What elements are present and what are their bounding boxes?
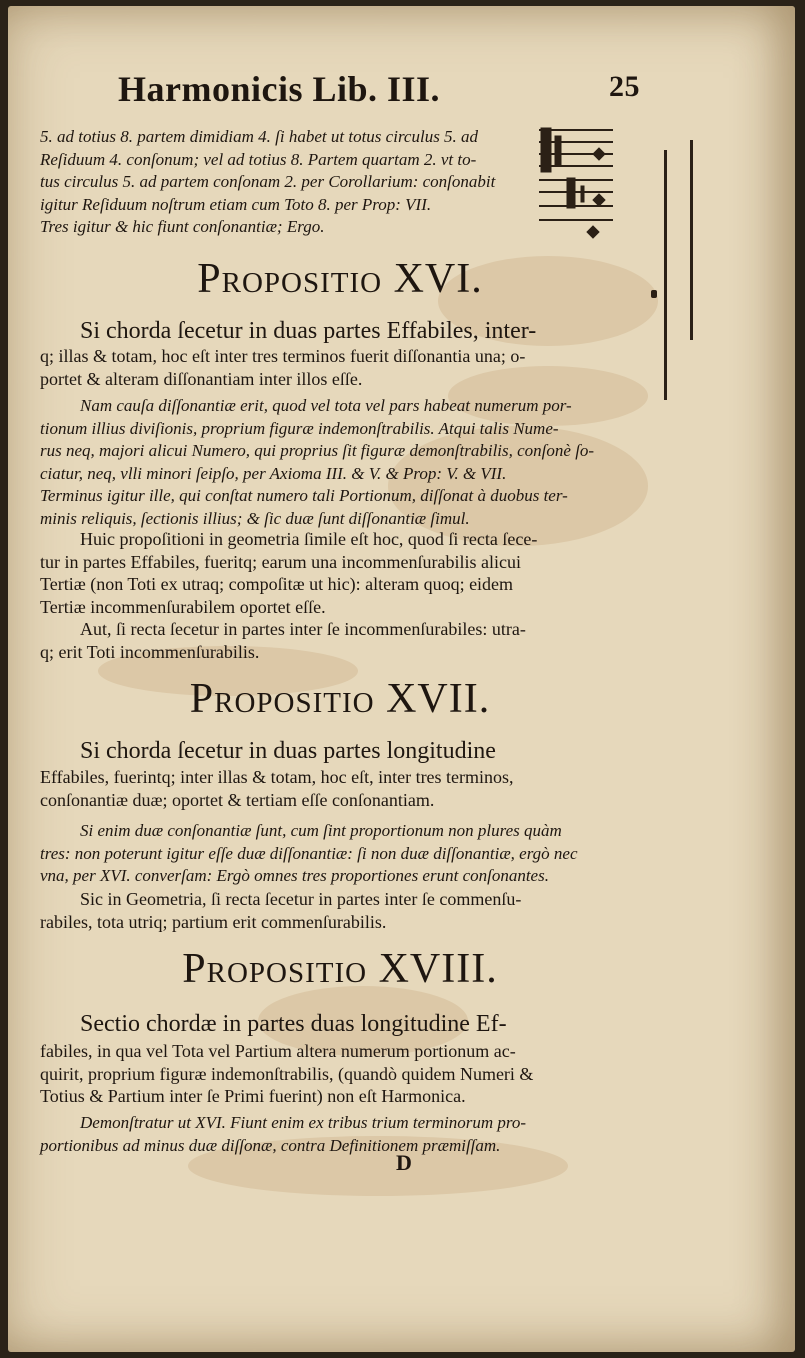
proof-paragraph bbox=[40, 1112, 640, 1157]
text-line: Reſiduum 4. conſonum; vel ad totius 8. Partem quartam 2. vt to- bbox=[40, 149, 477, 169]
text-line: Aut, ſi recta ſecetur in partes inter ſe incommenſurabiles: utra- bbox=[80, 619, 526, 639]
text-line: tur in partes Effabiles, fueritq; earum una incommenſurabilis alicui bbox=[40, 551, 522, 572]
text-line: Sectio chordæ in partes duas longitudine Ef- bbox=[80, 1011, 507, 1037]
text-line: Tertiæ (non Toti ex utraq; compoſitæ ut hic): alteram quoq; eidem bbox=[40, 574, 514, 594]
proposition-statement bbox=[40, 740, 640, 763]
margin-rule bbox=[664, 150, 667, 400]
text-line: tus circulus 5. ad partem conſonam 2. per Corollarium: conſonabit bbox=[40, 172, 496, 191]
text-line: rabiles, tota utriq; partium erit commenſurabilis. bbox=[40, 911, 387, 932]
proposition-heading: Propositio XVII. bbox=[189, 676, 491, 722]
text-line: portionibus ad minus duæ diſſonæ, contra Definitionem præmiſſam. bbox=[40, 1135, 501, 1155]
text-line: Totius & Partium inter ſe Primi fuerint) non eſt Harmonica. bbox=[40, 1086, 466, 1106]
running-title: Harmonicis Lib. III. bbox=[118, 69, 441, 109]
text-line: tres: non poterunt igitur eſſe duæ diſſonantiæ: ſi non duæ diſſonantiæ, ergò nec bbox=[40, 843, 578, 863]
text-line: Si chorda ſecetur in duas partes longitudine bbox=[80, 738, 496, 764]
text-line: quirit, proprium figuræ indemonſtrabilis, (quandò quidem Numeri & bbox=[40, 1063, 534, 1084]
text-line: tionum illius diviſionis, proprium figuræ indemonſtrabilis. Atqui talis Nume- bbox=[40, 418, 559, 438]
text-line: 5. ad totius 8. partem dimidiam 4. ſi habet ut totus circulus 5. ad bbox=[40, 127, 479, 146]
text-line: Demonſtratur ut XVI. Fiunt enim ex tribus trium terminorum pro- bbox=[80, 1113, 527, 1132]
text-line: ciatur, neq, vlli minori ſeipſo, per Axioma III. & V. & Prop: V. & VII. bbox=[40, 463, 507, 483]
text-line: Effabiles, fuerintq; inter illas & totam, hoc eſt, inter tres terminos, bbox=[40, 767, 514, 787]
page-number: 25 bbox=[609, 70, 640, 103]
text-line: q; illas & totam, hoc eſt inter tres terminos fuerit diſſonantia una; o- bbox=[40, 346, 526, 366]
text-line: conſonantiæ duæ; oportet & tertiam eſſe conſonantiam. bbox=[40, 789, 435, 810]
text-line: Sic in Geometria, ſi recta ſecetur in partes inter ſe commenſu- bbox=[80, 889, 522, 909]
text-line: portet & alteram diſſonantiam inter illos eſſe. bbox=[40, 368, 363, 389]
text-line: fabiles, in qua vel Tota vel Partium altera numerum portionum ac- bbox=[40, 1041, 516, 1061]
margin-rule bbox=[690, 140, 693, 340]
text-line: q; erit Toti incommenſurabilis. bbox=[40, 641, 260, 662]
text-line: Terminus igitur ille, qui conſtat numero tali Portionum, diſſonat à duobus ter- bbox=[40, 486, 568, 505]
intro-paragraph bbox=[40, 126, 640, 239]
text-line: Si chorda ſecetur in duas partes Effabiles, inter- bbox=[80, 318, 537, 344]
text-line: igitur Reſiduum noſtrum etiam cum Toto 8. per Prop: VII. bbox=[40, 194, 432, 214]
geometry-analogy bbox=[40, 528, 640, 618]
running-header bbox=[110, 68, 650, 114]
proposition-heading: Propositio XVI. bbox=[197, 256, 483, 302]
proof-paragraph bbox=[40, 820, 640, 888]
text-line: minis reliquis, ſectionis illius; & ſic duæ ſunt diſſonantiæ ſimul. bbox=[40, 508, 470, 528]
proof-paragraph bbox=[40, 395, 640, 530]
text-line: vna, per XVI. converſam: Ergò omnes tres proportiones erunt conſonantes. bbox=[40, 866, 549, 885]
text-line: Nam cauſa diſſonantiæ erit, quod vel tota vel pars habeat numerum por- bbox=[80, 396, 572, 415]
geometry-analogy bbox=[40, 888, 640, 933]
text-line: Tres igitur & hic fiunt conſonantiæ; Ergo. bbox=[40, 217, 325, 236]
proposition-statement-cont bbox=[40, 345, 640, 390]
text-line: Huic propoſitioni in geometria ſimile eſt hoc, quod ſi recta ſece- bbox=[80, 529, 538, 549]
margin-mark bbox=[651, 290, 657, 298]
proposition-statement-cont bbox=[40, 766, 640, 811]
text-line: rus neq, majori alicui Numero, qui proprius ſit figuræ demonſtrabilis, conſonè ſo- bbox=[40, 441, 595, 460]
proposition-heading: Propositio XVIII. bbox=[182, 946, 498, 992]
signature-mark: D bbox=[396, 1150, 412, 1175]
proposition-statement bbox=[40, 1013, 640, 1036]
proposition-statement-cont bbox=[40, 1040, 640, 1108]
proposition-statement bbox=[40, 320, 640, 343]
corollary-paragraph bbox=[40, 618, 640, 663]
text-line: Tertiæ incommenſurabilem oportet eſſe. bbox=[40, 596, 326, 617]
text-line: Si enim duæ conſonantiæ ſunt, cum ſint proportionum non plures quàm bbox=[80, 821, 562, 840]
